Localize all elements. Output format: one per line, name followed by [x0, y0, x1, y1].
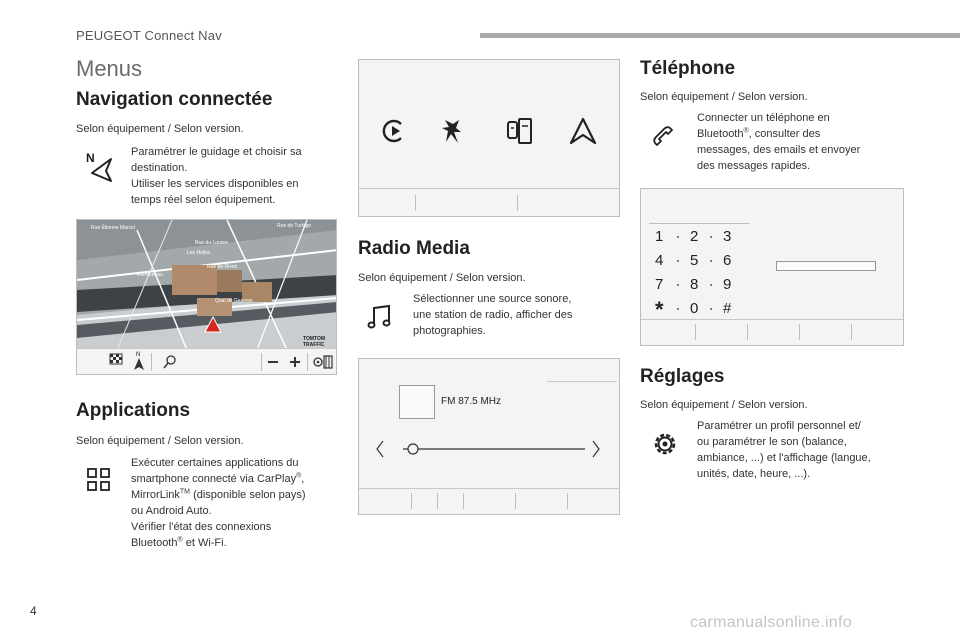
radio-subtitle: Selon équipement / Selon version.	[358, 272, 526, 284]
telephone-title: Téléphone	[640, 58, 736, 79]
search-icon[interactable]	[163, 355, 177, 369]
applications-screen	[358, 59, 620, 217]
keypad-separator	[710, 236, 712, 238]
keypad-key[interactable]: 3	[723, 228, 732, 245]
header-title: PEUGEOT Connect Nav	[76, 28, 222, 43]
keypad-key[interactable]: 8	[690, 276, 699, 293]
keypad-key[interactable]: #	[723, 300, 732, 317]
navigation-toolbar	[77, 348, 336, 374]
phone-keypad	[655, 227, 745, 321]
map-settings-icon[interactable]	[313, 355, 333, 369]
keypad-key[interactable]: 7	[655, 276, 664, 293]
station-frequency: FM 87.5 MHz	[441, 396, 502, 407]
reglages-title: Réglages	[640, 366, 725, 387]
keypad-key[interactable]: 5	[690, 252, 699, 269]
station-artwork	[399, 385, 435, 419]
telephone-screen	[640, 188, 904, 346]
navigation-screen: Rue Étienne Marcel Rue de Turbigo Rue du Louvre Les Halles Rue de Rivoli Rambuteau Quai de Gesvres TOMTOM TRAFFIC N	[76, 219, 337, 375]
carplay-icon[interactable]	[381, 118, 407, 144]
keypad-key[interactable]: 9	[723, 276, 732, 293]
navigation-title: Navigation connectée	[76, 89, 273, 110]
number-display	[776, 261, 876, 271]
keypad-separator	[677, 284, 679, 286]
reglages-subtitle: Selon équipement / Selon version.	[640, 399, 808, 411]
keypad-key[interactable]: 0	[690, 300, 699, 317]
compass-icon[interactable]: N	[133, 352, 145, 372]
radio-description: Sélectionner une source sonore, une station de radio, afficher des photographies.	[413, 293, 573, 337]
zoom-in-icon[interactable]	[289, 356, 301, 368]
gear-icon	[650, 429, 680, 459]
keypad-key[interactable]: 4	[655, 252, 664, 269]
flag-icon[interactable]	[109, 353, 123, 367]
telephone-screen-toolbar	[641, 319, 903, 345]
applications-description: Exécuter certaines applications du smartphone connecté via CarPlay®, MirrorLink™ (disponible selon pays) ou Android Auto. Vérifier l'état des connexions Bluetooth® et Wi-Fi.	[131, 457, 306, 549]
keypad-separator	[710, 308, 712, 310]
keypad-key[interactable]: *	[655, 297, 664, 322]
music-note-icon	[366, 304, 392, 330]
telephone-description: Connecter un téléphone en Bluetooth®, consulter des messages, des emails et envoyer des messages rapides.	[697, 112, 861, 172]
mirrorlink-icon[interactable]	[505, 116, 535, 146]
frequency-slider[interactable]	[373, 439, 613, 459]
keypad-key[interactable]: 6	[723, 252, 732, 269]
navigation-arrow-icon	[86, 151, 116, 185]
applications-title: Applications	[76, 400, 191, 421]
keypad-separator	[710, 260, 712, 262]
keypad-separator	[677, 308, 679, 310]
telephone-subtitle: Selon équipement / Selon version.	[640, 91, 808, 103]
watermark: carmanualsonline.info	[690, 614, 852, 631]
keypad-separator	[710, 284, 712, 286]
radio-title: Radio Media	[358, 238, 470, 259]
header-bar	[480, 33, 960, 38]
navigation-icon-letter: N	[86, 151, 95, 165]
radio-screen	[358, 358, 620, 515]
android-auto-icon[interactable]	[569, 117, 597, 145]
phone-handset-icon	[650, 123, 676, 149]
page-number: 4	[30, 604, 37, 618]
tomtom-traffic-logo: TOMTOM TRAFFIC	[303, 336, 326, 348]
keypad-separator	[677, 260, 679, 262]
applications-subtitle: Selon équipement / Selon version.	[76, 435, 244, 447]
section-title: Menus	[76, 56, 143, 81]
keypad-separator	[677, 236, 679, 238]
app-grid-icon	[87, 468, 111, 492]
navigation-description: Paramétrer le guidage et choisir sa destination. Utiliser les services disponibles en temps réel selon équipement.	[131, 146, 302, 206]
radio-screen-toolbar	[359, 488, 619, 514]
zoom-out-icon[interactable]	[267, 356, 279, 368]
keypad-key[interactable]: 1	[655, 228, 664, 245]
reglages-description: Paramétrer un profil personnel et/ ou paramétrer le son (balance, ambiance, ...) et l'affichage (langue, unités, date, heure, ...).	[697, 420, 871, 480]
peugeot-lion-icon[interactable]	[439, 116, 465, 146]
navigation-subtitle: Selon équipement / Selon version.	[76, 123, 244, 135]
keypad-key[interactable]: 2	[690, 228, 699, 245]
applications-screen-toolbar	[359, 188, 619, 216]
